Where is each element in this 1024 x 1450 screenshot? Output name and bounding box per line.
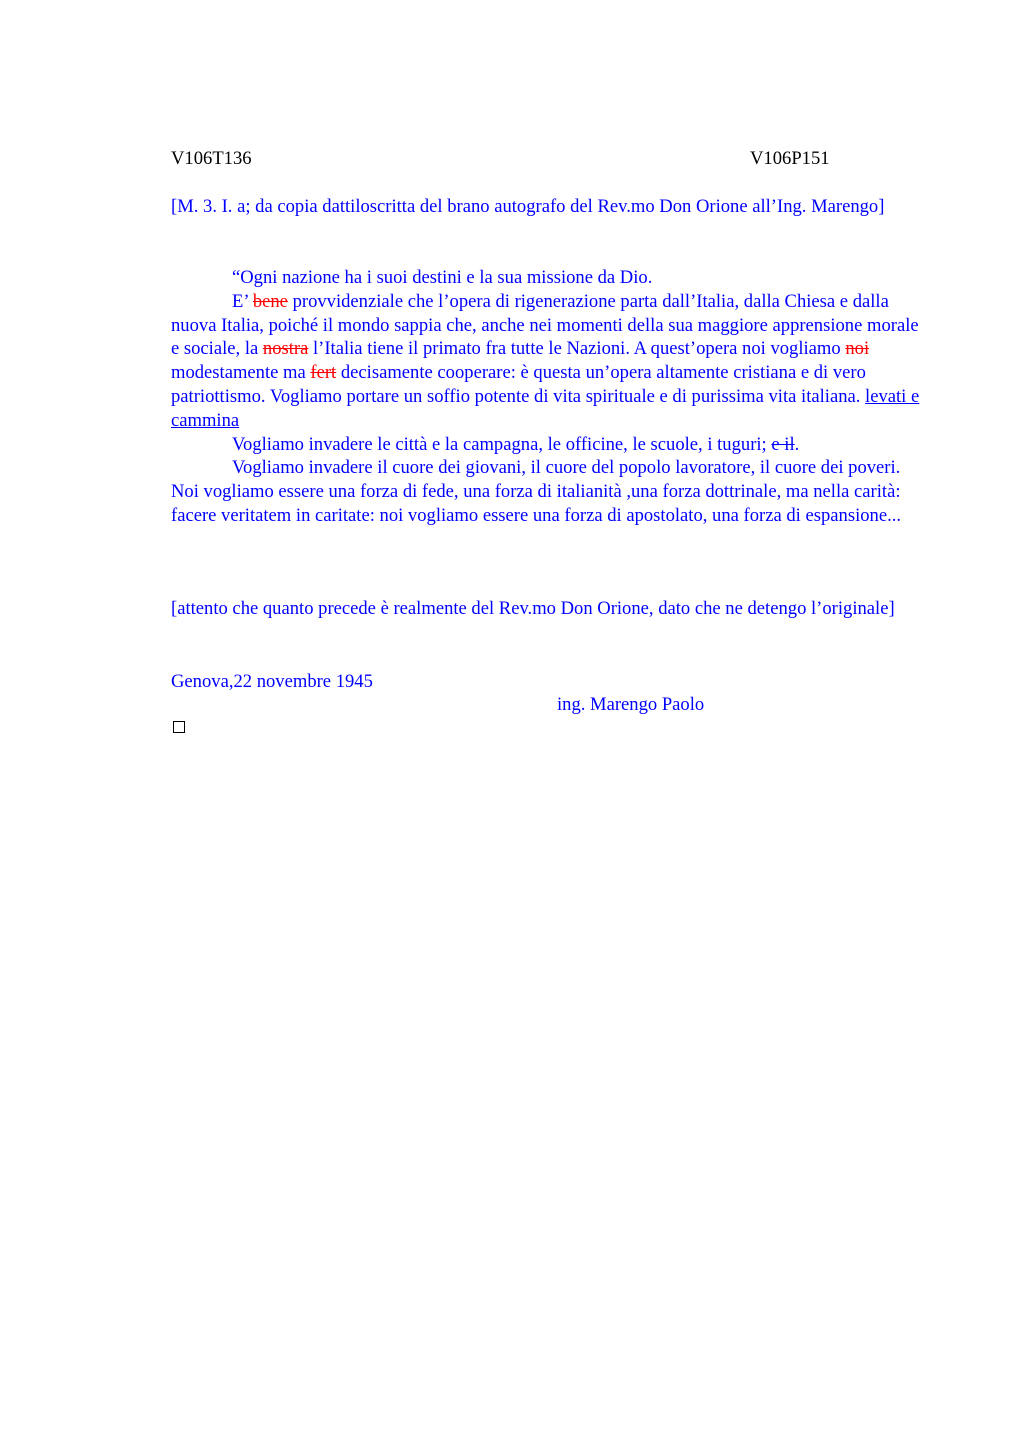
checkbox-square-icon [173, 721, 185, 733]
authenticity-note: [attento che quanto precede è realmente del Rev.mo Don Orione, dato che ne detengo l’originale] [171, 598, 895, 619]
paragraph-4: Vogliamo invadere il cuore dei giovani, il cuore del popolo lavoratore, il cuore dei poveri. Noi vogliamo essere una forza di fede, una forza di italianità ,una forza dottrinale, ma nella carità: facere veritatem in caritate: noi vogliamo essere una forza di apostolato, una forza di espansione... [171, 457, 902, 526]
text-segment: modestamente ma [171, 362, 311, 384]
source-note: [M. 3. I. a; da copia dattiloscritta del brano autografo del Rev.mo Don Orione all’Ing. Marengo] [171, 196, 885, 217]
paragraph-2 [171, 290, 921, 433]
struck-word: nostra [262, 338, 309, 360]
text-segment: l’Italia tiene il primato fra tutte le Nazioni. A quest’opera noi vogliamo [308, 338, 846, 360]
document-ref-right: V106P151 [750, 148, 830, 169]
text-segment: E’ [232, 290, 253, 312]
text-segment: provvidenziale che l’opera di rigenerazione parta dall’Italia, dalla Chiesa e dalla nuova Italia, poiché il mondo sappia che, anche nei momenti della sua maggiore apprensione morale e sociale, la [171, 290, 919, 360]
underlined-phrase: levati e cammina [171, 385, 920, 431]
quoted-text [171, 266, 921, 528]
struck-word: fert [310, 362, 337, 384]
struck-word: e il [771, 433, 795, 455]
document-ref-left: V106T136 [171, 148, 252, 169]
paragraph-3 [171, 433, 921, 457]
text-segment: . [794, 433, 800, 455]
paragraph-1: “Ogni nazione ha i suoi destini e la sua missione da Dio. [232, 267, 653, 288]
struck-word: bene [252, 290, 288, 312]
text-segment: decisamente cooperare: è questa un’opera altamente cristiana e di vero patriottismo. Vogliamo portare un soffio potente di vita spirituale e di purissima vita italiana. [171, 362, 866, 407]
struck-word: noi [845, 338, 870, 360]
place-date: Genova,22 novembre 1945 [171, 671, 373, 692]
signature: ing. Marengo Paolo [557, 694, 705, 715]
text-segment: Vogliamo invadere le città e la campagna, le officine, le scuole, i tuguri; [232, 433, 772, 455]
